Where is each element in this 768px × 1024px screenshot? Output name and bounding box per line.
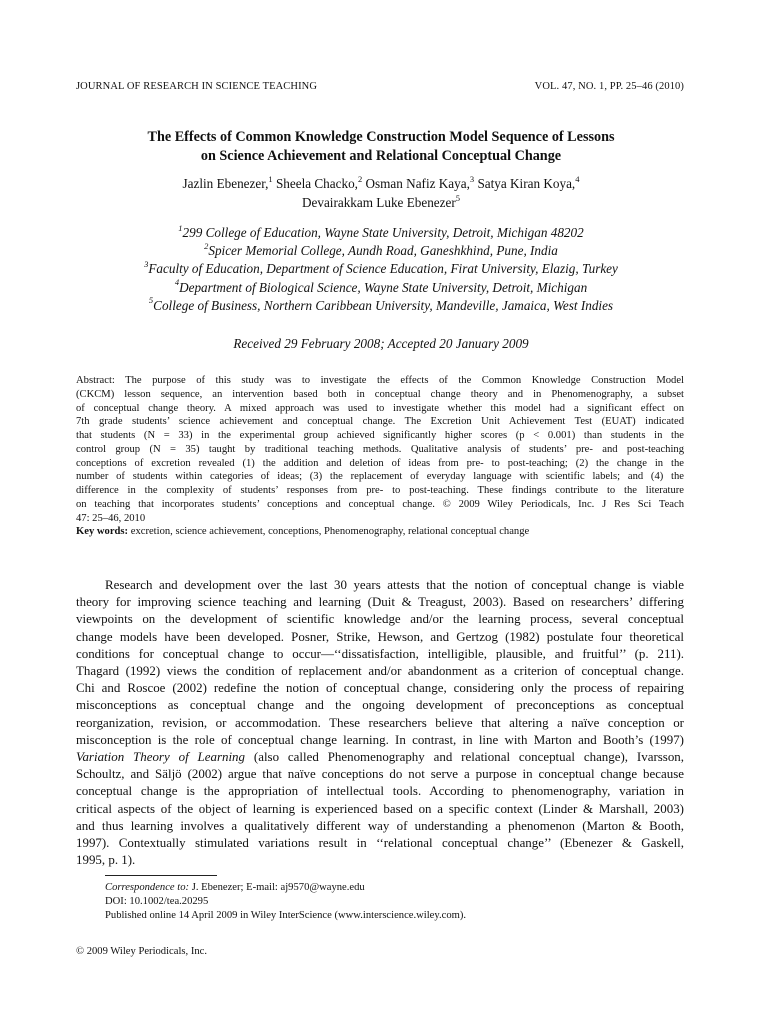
body-line: change models have been developed. Posner, Strike, Hewson, and Gertzog (1982) postulate four theoretical	[76, 628, 684, 644]
article-title	[76, 128, 686, 166]
abstract-line: conceptions of excretion revealed (1) the addition and deletion of ideas from pre- to post-teaching; (2) the change in the	[76, 457, 684, 469]
author-superscript: 2	[357, 173, 363, 184]
author-name: Jazlin Ebenezer,	[182, 176, 269, 191]
keywords-label: Key words:	[76, 526, 129, 538]
title-line: on Science Achievement and Relational Conceptual Change	[200, 148, 562, 164]
body-line	[76, 748, 684, 765]
author-name: Osman Nafiz Kaya,	[365, 176, 470, 191]
affiliation-list	[76, 224, 686, 315]
journal-name: JOURNAL OF RESEARCH IN SCIENCE TEACHING	[76, 81, 318, 92]
abstract-line: that students (N = 33) in the experimental group achieved significantly higher scores (p < 0.001) than students in the	[76, 430, 684, 441]
keywords-text: excretion, science achievement, conceptions, Phenomenography, relational conceptual change	[130, 526, 530, 538]
body-line: 1997). Contextually stimulated variations result in ‘‘relational conceptual change’’ (Ebenezer & Gaskell,	[76, 835, 684, 851]
author-name: Devairakkam Luke Ebenezer	[301, 195, 456, 210]
body-line: misconceptions as conceptual change and the ongoing development of preconceptions as conceptual	[76, 697, 684, 713]
correspondence-note	[105, 881, 685, 895]
correspondence-label: Correspondence to:	[105, 882, 190, 893]
affiliation-text: College of Business, Northern Caribbean University, Mandeville, Jamaica, West Indies	[153, 297, 614, 313]
affiliation-superscript: 1	[178, 222, 183, 233]
author-list	[76, 174, 686, 212]
body-line: conditions for conceptual change to occur—‘‘dissatisfaction, intelligible, plausible, and fruitful’’ (p. 211).	[76, 645, 684, 661]
abstract	[76, 374, 684, 539]
abstract-line: 47: 25–46, 2010	[76, 512, 146, 524]
abstract-line: (CKCM) lesson sequence, an intervention based both in conceptual change theory and in Phenomenography, a subset	[76, 388, 684, 400]
body-line: Thagard (1992) views the condition of replacement and/or abandonment as a criterion of conceptual change.	[76, 663, 684, 679]
affiliation	[76, 297, 686, 315]
affiliation	[76, 279, 686, 297]
body-line: and thus learning involves a qualitatively different way of understanding a phenomenon (Marton & Booth,	[76, 817, 684, 833]
copyright-notice: © 2009 Wiley Periodicals, Inc.	[76, 946, 207, 957]
body-line: critical aspects of the object of learning is experienced based on a specific context (Linder & Marshall, 2003)	[76, 800, 684, 816]
affiliation-text: Department of Biological Science, Wayne State University, Detroit, Michigan	[179, 279, 588, 295]
body-line: 1995, p. 1).	[76, 852, 136, 868]
volume-info: VOL. 47, NO. 1, PP. 25–46 (2010)	[534, 81, 684, 92]
body-line: Research and development over the last 30 years attests that the notion of conceptual change is viable	[105, 577, 684, 592]
abstract-line: control group (N = 35) taught by traditional teaching methods. Qualitative analysis of students’ pre- and post-teaching	[76, 443, 684, 455]
body-line-rest: (also called Phenomenography and relational conceptual change), Ivarsson,	[245, 749, 684, 765]
author-superscript: 5	[455, 192, 461, 203]
abstract-line: 7th grade students’ science achievement and conceptual change. The Excretion Unit Achievement Test (EUAT) indicated	[76, 416, 684, 428]
affiliation-superscript: 5	[148, 295, 154, 306]
author-superscript: 4	[575, 173, 580, 184]
abstract-line: on teaching that incorporates students’ conceptions and conceptual change. © 2009 Wiley Periodicals, Inc. J Res Sci Teach	[76, 498, 684, 510]
body-line: misconception is the role of conceptual change learning. In contrast, in line with Marton and Booth’s (1997)	[76, 731, 684, 747]
affiliation	[76, 260, 686, 278]
abstract-line: difference in the complexity of students’ responses from pre- to post-teaching. These findings contribute to the literature	[76, 485, 684, 496]
body-line: conceptual change is the appropriation of intellectual tools. According to phenomenography, variation in	[76, 783, 684, 799]
author-line	[76, 174, 686, 193]
theory-title: Variation Theory of Learning	[76, 749, 245, 765]
author-superscript: 3	[469, 173, 475, 184]
author-superscript: 1	[268, 173, 273, 184]
affiliation-text: Spicer Memorial College, Aundh Road, Ganeshkhind, Pune, India	[208, 243, 558, 259]
published-note: Published online 14 April 2009 in Wiley InterScience (www.interscience.wiley.com).	[105, 910, 467, 922]
body-line: theory for improving science teaching and learning (Duit & Treagust, 2003). Based on researchers’ differing	[76, 594, 684, 610]
affiliation-text: 299 College of Education, Wayne State University, Detroit, Michigan 48202	[182, 225, 584, 240]
author-name: Satya Kiran Koya,	[477, 176, 576, 191]
body-line: Chi and Roscoe (2002) redefine the notion of conceptual change, considering only the process of repairing	[76, 680, 684, 696]
keywords	[76, 525, 684, 539]
abstract-line: Abstract: The purpose of this study was to investigate the effects of the Common Knowledge Construction Model	[76, 375, 684, 386]
footnotes	[105, 881, 685, 924]
affiliation	[76, 242, 686, 260]
correspondence-text: J. Ebenezer; E-mail: aj9570@wayne.edu	[189, 882, 365, 893]
doi-note: DOI: 10.1002/tea.20295	[105, 896, 209, 908]
body-paragraph	[76, 576, 684, 868]
received-dates: Received 29 February 2008; Accepted 20 January 2009	[233, 336, 529, 351]
affiliation-superscript: 2	[204, 240, 209, 251]
abstract-line: number of students within categories of ideas; (3) the replacement of everyday language with scientific labels; and (4) the	[76, 471, 684, 483]
body-line: viewpoints on the development of scientific knowledge and/or the learning process, several conceptual	[76, 611, 684, 627]
abstract-line: of conceptual change theory. A mixed approach was used to investigate whether this model had a significant effect on	[76, 402, 684, 414]
author-name: Sheela Chacko,	[275, 176, 358, 191]
body-line: Schoultz, and Säljö (2002) argue that naïve conceptions do not serve a purpose in conceptual change because	[76, 766, 684, 782]
affiliation-superscript: 3	[144, 259, 149, 270]
footnote-divider	[105, 875, 217, 876]
title-line: The Effects of Common Knowledge Construction Model Sequence of Lessons	[147, 129, 615, 145]
affiliation-text: Faculty of Education, Department of Science Education, Firat University, Elazig, Turkey	[148, 261, 618, 277]
author-line	[76, 193, 686, 212]
body-line: reorganization, revision, or accommodation. These researchers believe that altering a naïve conception or	[76, 714, 684, 730]
affiliation	[76, 224, 686, 242]
affiliation-superscript: 4	[174, 277, 180, 288]
